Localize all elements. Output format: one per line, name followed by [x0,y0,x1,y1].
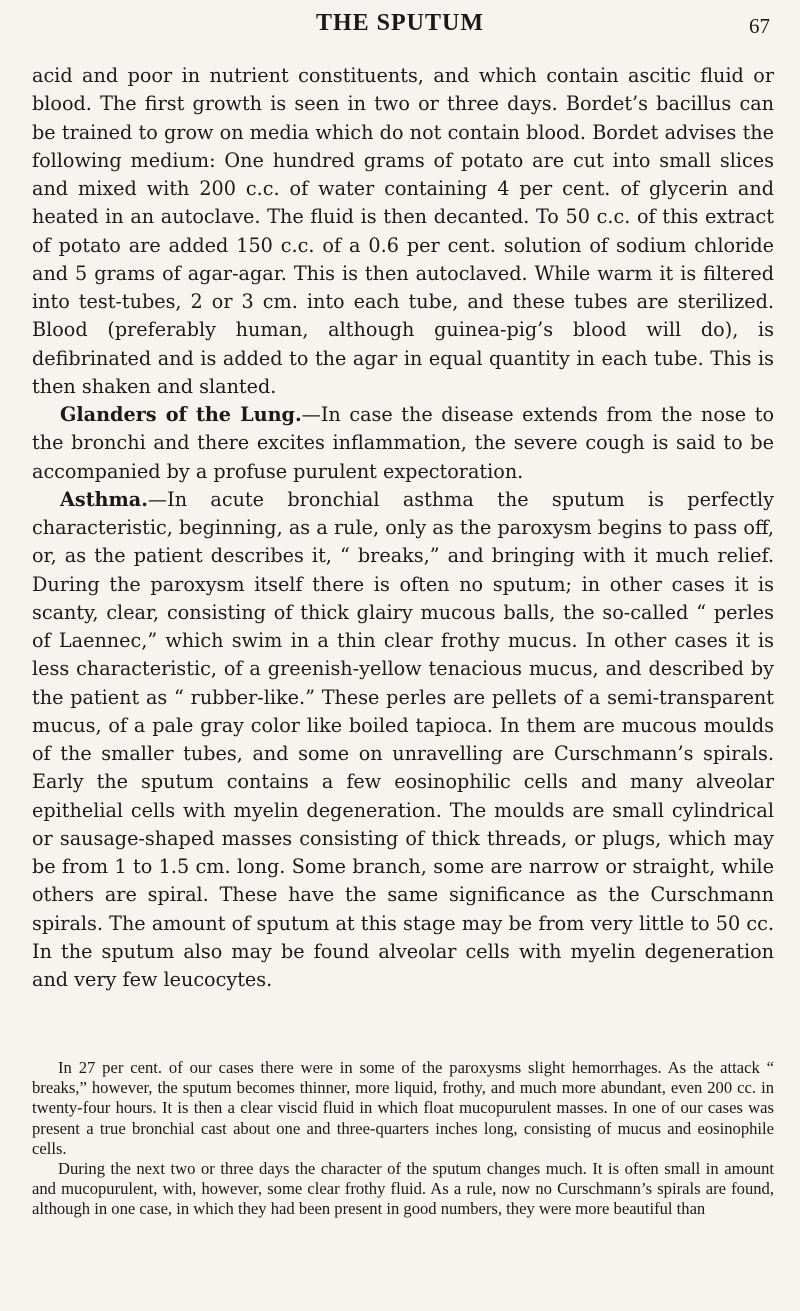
main-text [32,62,774,994]
small-print-notes [32,1058,774,1220]
page-header [0,8,800,48]
running-title: THE SPUTUM [315,10,484,36]
note-paragraph-hemorrhages: In 27 per cent. of our cases there were in some of the paroxysms slight hemorrhages. As the attack “ breaks,” however, the sputum becomes thinner, more liquid, frothy, and much more abundant, even 200 cc. in twenty-four hours. It is then a clear viscid fluid in which float mucopurulent masses. In one of our cases was present a true bronchial cast about one and three-quarters inches long, consisting of mucus and eosinophile cells. [32,1058,774,1158]
asthma-text: —In acute bronchial asthma the sputum is perfectly characteristic, beginning, as a rule, only as the paroxysm begins to pass off, or, as the patient describes it, “ breaks,” and bringing with it much relief. During the paroxysm itself there is often no sputum; in other cases it is scanty, clear, consisting of thick glairy mucous balls, the so-called “ perles of Laennec,” which swim in a thin clear frothy mucus. In other cases it is less characteristic, of a greenish-yellow tenacious mucus, and described by the patient as “ rubber-like.” These perles are pellets of a semi-transparent mucus, of a pale gray color like boiled tapioca. In them are mucous moulds of the smaller tubes, and some on unravelling are Curschmann’s spirals. Early the sputum contains a few eosinophilic cells and many alveolar epithelial cells with myelin degeneration. The moulds are small cylindrical or sausage-shaped masses consisting of thick threads, or plugs, which may be from 1 to 1.5 cm. long. Some branch, some are narrow or straight, while others are spiral. These have the same significance as the Curschmann spirals. The amount of sputum at this stage may be from very little to 50 cc. In the sputum also may be found alveolar cells with myelin degeneration and very few leucocytes. [32,487,774,991]
section-heading-asthma: Asthma. [60,487,148,511]
glanders-text: —In case the disease extends from the nose to the bronchi and there excites inflammation, the severe cough is said to be accompanied by a profuse purulent expectoration. [32,403,774,483]
note-paragraph-later-days: During the next two or three days the character of the sputum changes much. It is often small in amount and mucopurulent, with, however, some clear frothy fluid. As a rule, now no Curschmann’s spirals are found, although in one case, in which they had been present in good numbers, they were more beautiful than [32,1159,774,1219]
section-heading-glanders: Glanders of the Lung. [60,403,302,426]
paragraph-pertussis-culture: acid and poor in nutrient constituents, and which contain ascitic fluid or blood. The first growth is seen in two or three days. Bordet’s bacillus can be trained to grow on media which do not contain blood. Bordet advises the following medium: One hundred grams of potato are cut into small slices and mixed with 200 c.c. of water containing 4 per cent. of glycerin and heated in an autoclave. The fluid is then decanted. To 50 c.c. of this extract of potato are added 150 c.c. of a 0.6 per cent. solution of sodium chloride and 5 grams of agar-agar. This is then autoclaved. While warm it is filtered into test-tubes, 2 or 3 cm. into each tube, and these tubes are sterilized. Blood (preferably human, although guinea-pig’s blood will do), is defibrinated and is added to the agar in equal quantity in each tube. This is then shaken and slanted. [32,64,774,398]
paragraph-glanders [32,401,774,486]
page-number: 67 [749,14,770,38]
paragraph-asthma [32,486,774,995]
